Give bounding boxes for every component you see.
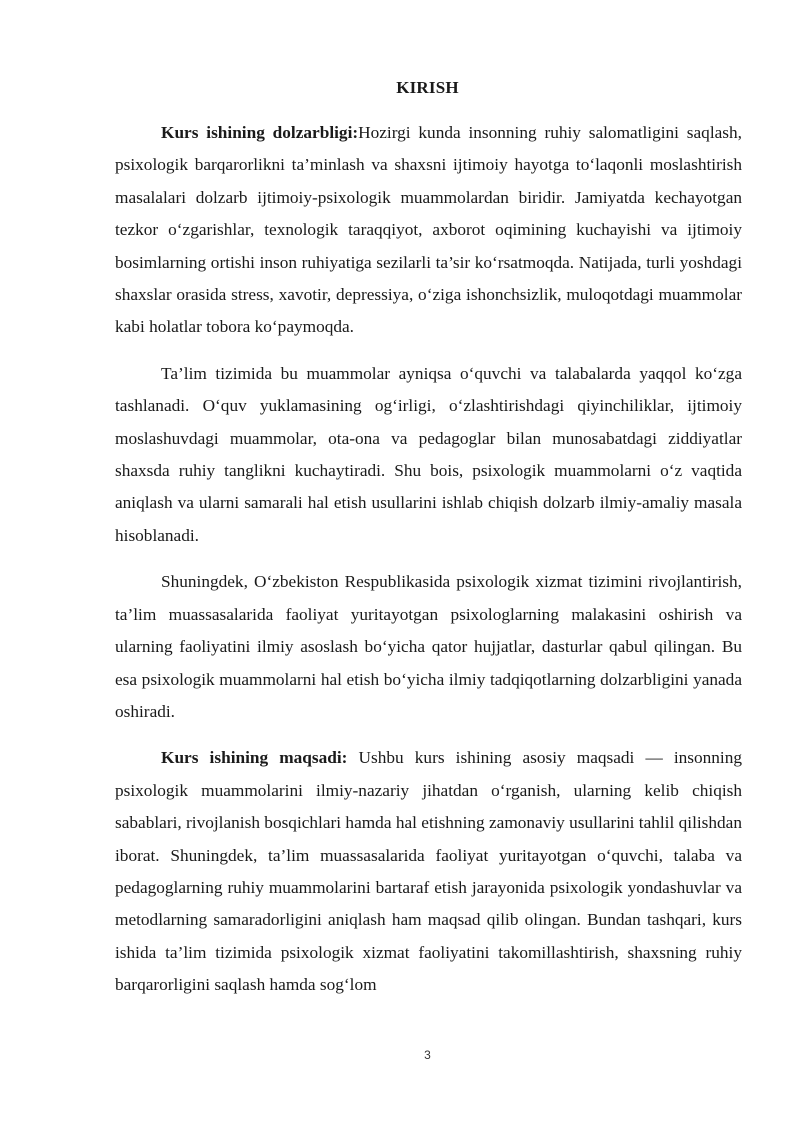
- paragraph-relevance: [115, 117, 742, 344]
- page-number: 3: [424, 1048, 431, 1062]
- paragraph-lead: Kurs ishining dolzarbligi:: [161, 123, 359, 142]
- paragraph-text: Shuningdek, O‘zbekiston Respublikasida psixologik xizmat tizimini rivojlantirish, ta’lim muassasalarida faoliyat yuritayotgan psixologlarning malakasini oshirish va ularning faoliyatini ilmiy asoslash bo‘yicha qator hujjatlar, dasturlar qabul qilingan. Bu esa psixologik muammolarni hal etish bo‘yicha ilmiy tadqiqotlarning dolzarbligini yanada oshiradi.: [115, 572, 742, 721]
- body-text: [115, 117, 742, 1016]
- paragraph-psychological-service: [115, 566, 742, 728]
- paragraph-lead: Kurs ishining maqsadi:: [161, 748, 348, 768]
- paragraph-text: Ushbu kurs ishining asosiy maqsadi — insonning psixologik muammolarini ilmiy-nazariy jihatdan o‘rganish, ularning kelib chiqish sabablari, rivojlanish bosqichlari hamda hal etishning zamonaviy usullarini tahlil qilishdan iborat. Shuningdek, ta’lim muassasalarida faoliyat yuritayotgan o‘quvchi, talaba va pedagoglarning ruhiy muammolarini bartaraf etish jarayonida psixologik yondashuvlar va metodlarning samaradorligini aniqlash ham maqsad qilib olingan. Bundan tashqari, kurs ishida ta’lim tizimida psixologik xizmat faoliyatini takomillashtirish, shaxsning ruhiy barqarorligini saqlash hamda sog‘lom: [115, 748, 743, 995]
- paragraph-goal: [115, 742, 742, 1001]
- paragraph-text: Hozirgi kunda insonning ruhiy salomatligini saqlash, psixologik barqarorlikni ta’minlash va shaxsni ijtimoiy hayotga to‘laqonli moslashtirish masalalari dolzarb ijtimoiy-psixologik muammolardan biridir. Jamiyatda kechayotgan tezkor o‘zgarishlar, texnologik taraqqiyot, axborot oqimining kuchayishi va ijtimoiy bosimlarning ortishi inson ruhiyatiga sezilarli ta’sir ko‘rsatmoqda. Natijada, turli yoshdagi shaxslar orasida stress, xavotir, depressiya, o‘ziga ishonchsizlik, muloqotdagi muammolar kabi holatlar tobora ko‘paymoqda.: [115, 123, 742, 337]
- paragraph-text: Ta’lim tizimida bu muammolar ayniqsa o‘quvchi va talabalarda yaqqol ko‘zga tashlanadi. O‘quv yuklamasining og‘irligi, o‘zlashtirishdagi qiyinchiliklar, ijtimoiy moslashuvdagi muammolar, ota-ona va pedagoglar bilan munosabatdagi ziddiyatlar shaxsda ruhiy tanglikni kuchaytiradi. Shu bois, psixologik muammolarni o‘z vaqtida aniqlash va ularni samarali hal etish usullarini ishlab chiqish dolzarb ilmiy-amaliy masala hisoblanadi.: [115, 363, 742, 545]
- paragraph-education-problems: [115, 358, 742, 552]
- page-title: KIRISH: [396, 78, 459, 97]
